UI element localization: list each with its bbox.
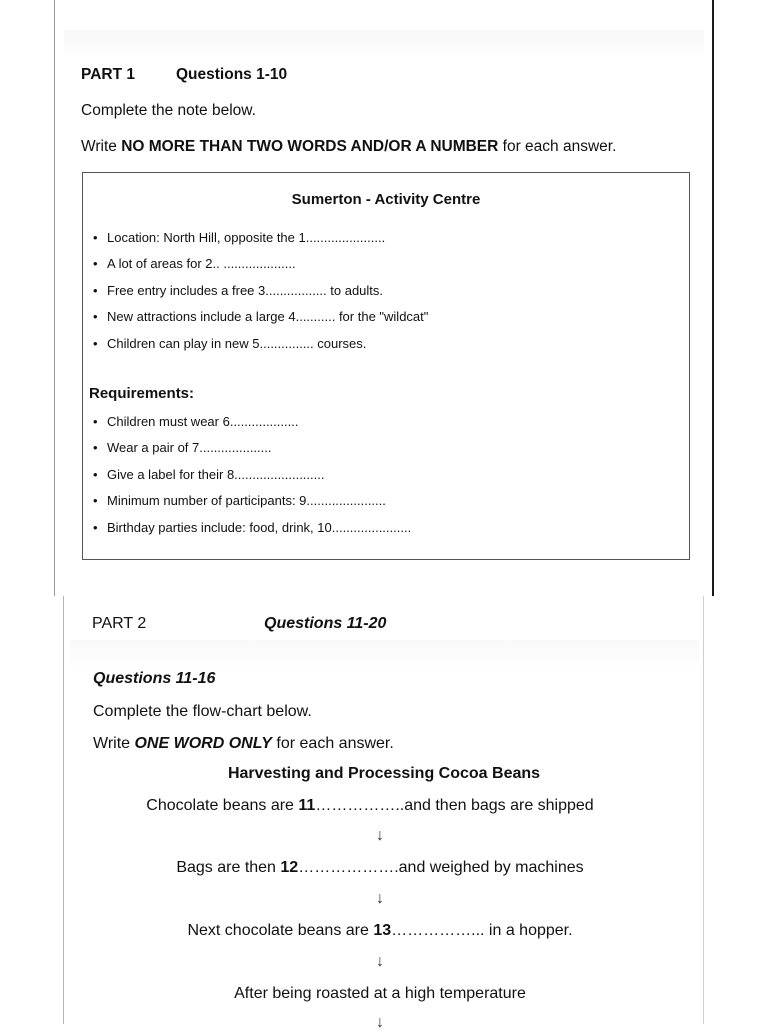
- flow-arrow-down-icon: ↓: [376, 1014, 384, 1031]
- instruction-complete: Complete the note below.: [81, 102, 256, 119]
- questions-subrange-label: Questions 11-16: [93, 670, 216, 687]
- note-bullet-5: • Children can play in new 5............... courses.: [93, 336, 367, 351]
- questions-range-label: Questions 1-10: [176, 66, 288, 83]
- faded-header-strip: [64, 30, 704, 56]
- flowchart-step-2: Bags are then 12……………….and weighed by machines: [176, 859, 584, 876]
- page-edge-left: [54, 0, 55, 596]
- requirements-heading: Requirements:: [89, 385, 195, 402]
- note-bullet-1: • Location: North Hill, opposite the 1......................: [93, 230, 386, 245]
- flow-arrow-down-icon: ↓: [376, 827, 384, 844]
- instruction-write: Write ONE WORD ONLY for each answer.: [93, 735, 394, 752]
- part-label: PART 2: [92, 615, 147, 632]
- flow-arrow-down-icon: ↓: [376, 890, 384, 907]
- flow-arrow-down-icon: ↓: [376, 953, 384, 970]
- page-edge-right: [712, 0, 714, 596]
- note-bullet-4: • New attractions include a large 4........... for the "wildcat": [93, 309, 429, 324]
- questions-range-label: Questions 11-20: [264, 615, 387, 632]
- part-label: PART 1: [81, 66, 135, 83]
- requirement-item-10: • Birthday parties include: food, drink, 10......................: [93, 520, 412, 535]
- flowchart-step-1: Chocolate beans are 11……………..and then bags are shipped: [146, 797, 594, 814]
- note-title: Sumerton - Activity Centre: [291, 191, 481, 208]
- note-bullet-2: • A lot of areas for 2.. ....................: [93, 256, 296, 271]
- flowchart-step-3: Next chocolate beans are 13……………... in a hopper.: [187, 922, 573, 939]
- note-bullet-3: • Free entry includes a free 3................. to adults.: [93, 283, 384, 298]
- flowchart-step-4: After being roasted at a high temperature: [234, 985, 526, 1002]
- instruction-complete: Complete the flow-chart below.: [93, 703, 312, 720]
- requirement-item-8: • Give a label for their 8.........................: [93, 467, 325, 482]
- requirement-item-7: • Wear a pair of 7....................: [93, 440, 272, 455]
- flowchart-title: Harvesting and Processing Cocoa Beans: [227, 765, 541, 782]
- part2-page: [0, 596, 768, 1031]
- faded-header-strip: [70, 640, 700, 666]
- page-edge-right: [703, 596, 704, 1024]
- requirement-item-9: • Minimum number of participants: 9......................: [93, 493, 386, 508]
- requirement-item-6: • Children must wear 6...................: [93, 414, 299, 429]
- note-box: [82, 172, 690, 560]
- instruction-write: Write NO MORE THAN TWO WORDS AND/OR A NUMBER for each answer.: [81, 138, 617, 155]
